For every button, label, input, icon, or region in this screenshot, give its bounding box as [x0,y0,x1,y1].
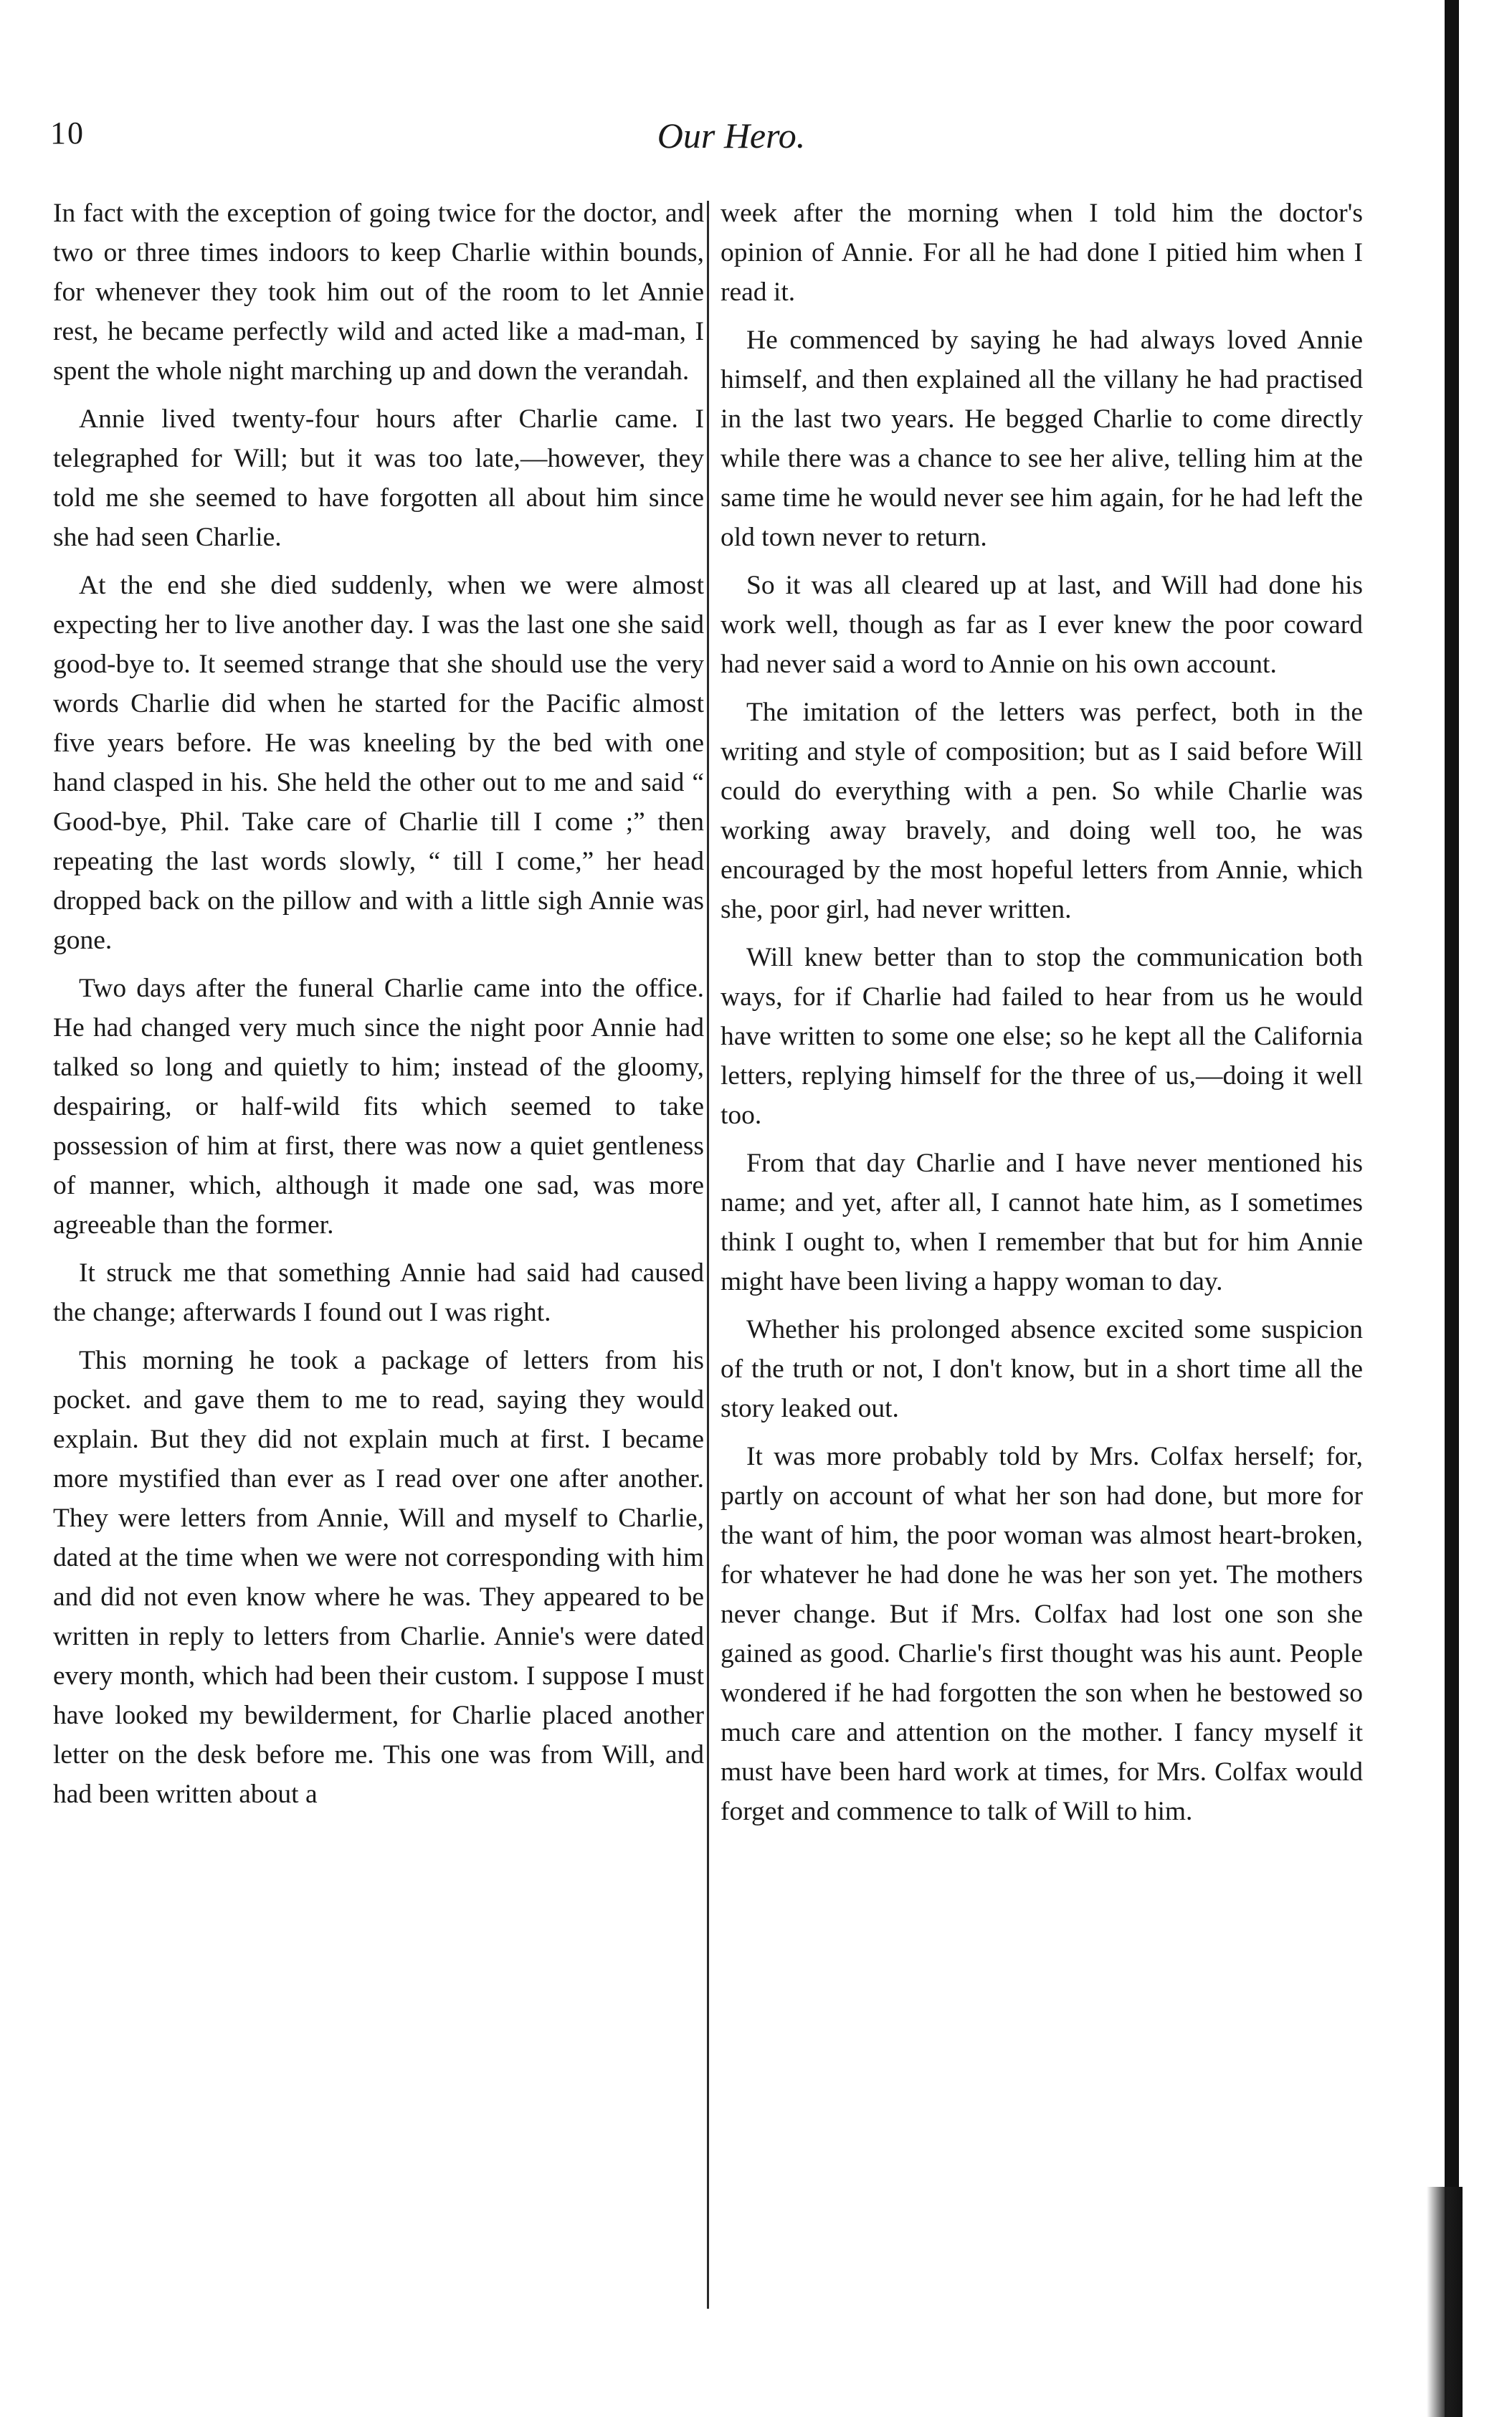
column-divider [707,201,709,2309]
right-column [721,194,1363,2330]
page-number: 10 [50,115,85,151]
paragraph: It was more probably told by Mrs. Colfax herself; for, partly on account of what her son had done, but more for the want of him, the poor woman was almost heart-broken, for whatever he had done he was her son yet. The mothers never change. But if Mrs. Colfax had lost one son she gained as good. Charlie's first thought was his aunt. People wondered if he had forgotten the son when he bestowed so much care and attention on the mother. I fancy myself it must have been hard work at times, for Mrs. Colfax would forget and commence to talk of Will to him. [721,1442,1363,1826]
paragraph: Will knew better than to stop the communication both ways, for if Charlie had failed to hear from us he would have written to some one else; so he kept all the California letters, replying himself for the three of us,—doing it well too. [721,943,1363,1130]
paragraph: This morning he took a package of letters from his pocket. and gave them to me to read, saying they would explain. But they did not explain much at first. I became more mystified than ever as I read over one after another. They were letters from Annie, Will and myself to Charlie, dated at the time when we were not corresponding with him and did not even know where he was. They appeared to be written in reply to letters from Charlie. Annie's were dated every month, which had been their custom. I suppose I must have looked my bewilderment, for Charlie placed another letter on the desk before me. This one was from Will, and had been written about a [53,1346,704,1809]
paragraph: It struck me that something Annie had said had caused the change; afterwards I found out I was right. [53,1258,704,1327]
page-header [50,115,1412,172]
left-column [53,194,704,2330]
paragraph: He commenced by saying he had always loved Annie himself, and then explained all the villany he had practised in the last two years. He begged Charlie to come directly while there was a chance to see her alive, telling him at the same time he would never see him again, for he had left the old town never to return. [721,326,1363,552]
paragraph: Two days after the funeral Charlie came into the office. He had changed very much since the night poor Annie had talked so long and quietly to him; instead of the gloomy, despairing, or half-wild fits which seemed to take possession of him at first, there was now a quiet gentleness of manner, which, although it made one sad, was more agreeable than the former. [53,974,704,1240]
paragraph: In fact with the exception of going twice for the doctor, and two or three times indoors to keep Charlie within bounds, for whenever they took him out of the room to let Annie rest, he became perfectly wild and acted like a mad-man, I spent the whole night marching up and down the verandah. [53,199,704,386]
paragraph: Annie lived twenty-four hours after Charlie came. I telegraphed for Will; but it was too late,—however, they told me she seemed to have forgotten all about him since she had seen Charlie. [53,404,704,552]
page-edge-tear [1427,2187,1463,2417]
paragraph: week after the morning when I told him the doctor's opinion of Annie. For all he had done I pitied him when I read it. [721,199,1363,307]
paragraph: So it was all cleared up at last, and Will had done his work well, though as far as I ever knew the poor coward had never said a word to Annie on his own account. [721,571,1363,679]
paragraph: The imitation of the letters was perfect, both in the writing and style of composition; but as I said before Will could do everything with a pen. So while Charlie was working away bravely, and doing well too, he was encouraged by the most hopeful letters from Annie, which she, poor girl, had never written. [721,698,1363,924]
paragraph: From that day Charlie and I have never mentioned his name; and yet, after all, I cannot hate him, as I sometimes think I ought to, when I remember that but for him Annie might have been living a happy woman to day. [721,1149,1363,1296]
paragraph: At the end she died suddenly, when we were almost expecting her to live another day. I was the last one she said good-bye to. It seemed strange that she should use the very words Charlie did when he started for the Pacific almost five years before. He was kneeling by the bed with one hand clasped in his. She held the other out to me and said “ Good-bye, Phil. Take care of Charlie till I come ;” then repeating the last words slowly, “ till I come,” her head dropped back on the pillow and with a little sigh Annie was gone. [53,571,704,955]
paragraph: Whether his prolonged absence excited some suspicion of the truth or not, I don't know, but in a short time all the story leaked out. [721,1315,1363,1423]
page-edge-shadow [1445,0,1459,2417]
running-title: Our Hero. [657,115,806,156]
